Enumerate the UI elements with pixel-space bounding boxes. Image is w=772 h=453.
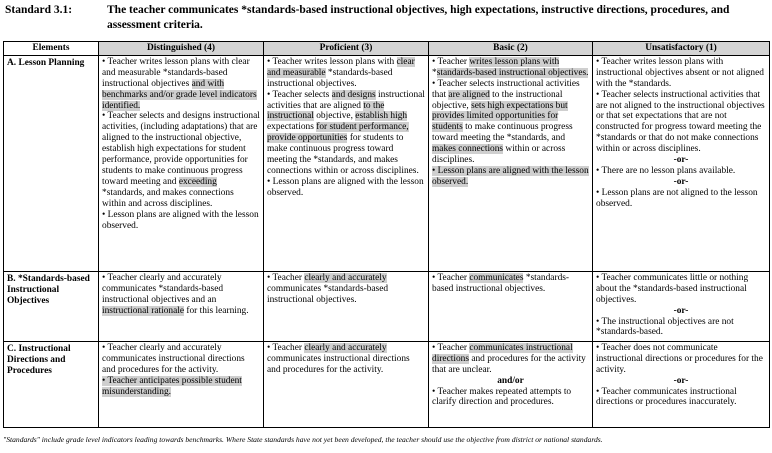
- highlighted-text: and designs: [331, 89, 376, 100]
- highlighted-text: instructional rationale: [102, 305, 185, 316]
- criterion-text: • Teacher selects instructional activities that: [432, 78, 580, 100]
- table-row: [4, 341, 770, 427]
- standard-title: The teacher communicates *standards-based instructional objectives, high expectations, instructive directions, procedures, and assessment criteria.: [107, 4, 730, 31]
- criterion-text: • Teacher makes repeated attempts to clarify direction and procedures.: [432, 386, 572, 408]
- criterion-text: *standards-based instructional objectives.: [267, 67, 393, 89]
- criterion-text: to the instructional objective,: [432, 89, 563, 111]
- criterion-item: [267, 57, 425, 90]
- criterion-text: • Teacher selects and designs instructional activities, (including adaptations) that are aligned to the instructional objective, establish high expectations for student performance, provide opportunities for students to make continuous progress toward meeting and: [102, 111, 260, 187]
- criterion-item: [432, 57, 589, 79]
- highlighted-text: sets high expectations but provides limited opportunities for students: [432, 100, 568, 133]
- criterion-item: [102, 343, 260, 376]
- header-unsatisfactory: Unsatisfactory (1): [593, 42, 770, 56]
- highlighted-text: • Teacher anticipates possible student misunderstanding.: [102, 375, 242, 397]
- highlighted-text: exceeding: [178, 176, 217, 187]
- or-separator: -or-: [673, 176, 689, 187]
- criterion-text: expectations: [267, 122, 317, 133]
- header-elements: Elements: [4, 42, 99, 56]
- highlighted-text: to the instructional: [267, 100, 385, 122]
- criterion-text: within or across disciplines.: [432, 144, 566, 166]
- criterion-item: [102, 210, 260, 232]
- criterion-item: [432, 387, 589, 409]
- criterion-text: • Teacher writes lesson plans with: [267, 56, 397, 67]
- header-proficient: Proficient (3): [264, 42, 429, 56]
- or-separator: and/or: [497, 375, 524, 386]
- criterion-item: [267, 343, 425, 376]
- criterion-text: • Lesson plans are aligned with the lesson observed.: [102, 209, 259, 231]
- or-separator: -or-: [673, 305, 689, 316]
- criterion-item: [596, 57, 766, 90]
- highlighted-text: clearly and accurately: [304, 342, 387, 353]
- criterion-text: for students to make continuous progress toward meeting the *standards, and makes connections within or across disciplines.: [267, 133, 419, 176]
- criterion-item: [102, 111, 260, 209]
- criterion-text: • Teacher: [267, 272, 305, 283]
- highlighted-text: standards-based instructional objectives.: [436, 67, 589, 78]
- criterion-text: • Teacher communicates instructional directions or procedures inaccurately.: [596, 386, 737, 408]
- table-row: [4, 55, 770, 271]
- header-distinguished: Distinguished (4): [99, 42, 264, 56]
- highlighted-text: makes connections: [432, 144, 504, 155]
- criterion-item: [596, 90, 766, 155]
- highlighted-text: • Lesson plans are aligned with the lesson observed.: [432, 165, 589, 187]
- criterion-item: [267, 90, 425, 177]
- criterion-text: • Teacher clearly and accurately communicates instructional directions and procedures for the activity.: [102, 342, 245, 375]
- rubric-cell: [593, 55, 770, 271]
- criterion-text: to make continuous progress toward meeting the *standards, and: [432, 122, 573, 144]
- standard-label: Standard 3.1:: [5, 4, 73, 16]
- table-row: [4, 271, 770, 341]
- criterion-text: • Teacher writes lesson plans with instructional objectives absent or not aligned with the *standards.: [596, 56, 764, 89]
- highlighted-text: clear and measurable: [267, 56, 415, 78]
- rubric-cell: [264, 341, 429, 427]
- criterion-text: instructional activities that are aligned: [267, 89, 425, 111]
- criterion-text: *: [432, 67, 437, 78]
- rubric-cell: [99, 271, 264, 341]
- criterion-text: • There are no lesson plans available.: [596, 165, 736, 176]
- criterion-text: • Teacher: [267, 342, 305, 353]
- criterion-item: [102, 273, 260, 317]
- element-label: A. Lesson Planning: [4, 55, 99, 271]
- criterion-item: [596, 273, 766, 306]
- criterion-item: [432, 79, 589, 166]
- criterion-text: *standards, and makes connections within and across disciplines.: [102, 187, 234, 209]
- criterion-text: *standards-based instructional objectives.: [432, 272, 570, 294]
- rubric-cell: [99, 55, 264, 271]
- highlighted-text: establish high: [355, 111, 408, 122]
- criterion-item: [432, 166, 589, 188]
- header-row: [4, 42, 770, 56]
- highlighted-text: are aligned: [448, 89, 490, 100]
- rubric-cell: [99, 341, 264, 427]
- criterion-text: • Teacher does not communicate instructional directions or procedures for the activity.: [596, 342, 763, 375]
- criterion-text: • Teacher: [432, 342, 470, 353]
- footnote: "Standards" include grade level indicators leading towards benchmarks. Where State standards have not yet been developed, the teacher should use the objective from district or national standards.: [3, 435, 603, 444]
- highlighted-text: clearly and accurately: [304, 272, 387, 283]
- or-separator: -or-: [673, 155, 689, 166]
- criterion-item: [596, 317, 766, 339]
- criterion-item: [596, 166, 766, 177]
- criterion-text: communicates *standards-based instructional objectives.: [267, 283, 389, 305]
- or-separator: -or-: [673, 375, 689, 386]
- criterion-text: • Lesson plans are not aligned to the lesson observed.: [596, 187, 758, 209]
- criterion-text: and procedures for the activity that are unclear.: [432, 353, 586, 375]
- criterion-text: • Lesson plans are aligned with the lesson observed.: [267, 176, 424, 198]
- criterion-item: [432, 273, 589, 295]
- criterion-item: [102, 57, 260, 112]
- rubric-cell: [429, 271, 593, 341]
- criterion-item: [102, 376, 260, 398]
- rubric-cell: [429, 55, 593, 271]
- highlighted-text: writes lesson plans with: [469, 56, 560, 67]
- element-label: B. *Standards-based Instructional Objectives: [4, 271, 99, 341]
- criterion-text: • Teacher writes lesson plans with clear and measurable *standards-based instructional objectives: [102, 56, 250, 89]
- element-label: C. Instructional Directions and Procedures: [4, 341, 99, 427]
- criterion-text: • Teacher selects: [267, 89, 332, 100]
- header-basic: Basic (2): [429, 42, 593, 56]
- highlighted-text: and with benchmarks and/or grade level indicators identified.: [102, 78, 257, 111]
- criterion-text: • The instructional objectives are not *standards-based.: [596, 316, 734, 338]
- criterion-text: objective,: [313, 111, 356, 122]
- criterion-text: communicates instructional directions and procedures for the activity.: [267, 353, 410, 375]
- highlighted-text: communicates instructional directions: [432, 342, 573, 364]
- rubric-cell: [264, 271, 429, 341]
- criterion-text: • Teacher: [432, 272, 470, 283]
- rubric-cell: [593, 271, 770, 341]
- highlighted-text: for student performance, provide opportunities: [267, 122, 409, 144]
- rubric-cell: [264, 55, 429, 271]
- highlighted-text: communicates: [469, 272, 524, 283]
- criterion-text: • Teacher communicates little or nothing about the *standards-based instructional objectives.: [596, 272, 749, 305]
- criterion-text: • Teacher: [432, 56, 470, 67]
- criterion-item: [596, 188, 766, 210]
- criterion-item: [267, 177, 425, 199]
- criterion-text: • Teacher clearly and accurately communicates *standards-based instructional objectives and an: [102, 272, 224, 305]
- criterion-item: [432, 343, 589, 376]
- rubric-cell: [429, 341, 593, 427]
- criterion-item: [596, 387, 766, 409]
- criterion-text: • Teacher selects instructional activities that are not aligned to the instructional objectives or that set expectations that are not constructed for progress toward meeting the *standards or that do not make connections within or across disciplines.: [596, 89, 765, 155]
- rubric-table: [3, 41, 770, 428]
- criterion-item: [596, 343, 766, 376]
- criterion-text: for this learning.: [184, 305, 249, 316]
- rubric-cell: [593, 341, 770, 427]
- criterion-item: [267, 273, 425, 306]
- standard-header: [5, 3, 767, 37]
